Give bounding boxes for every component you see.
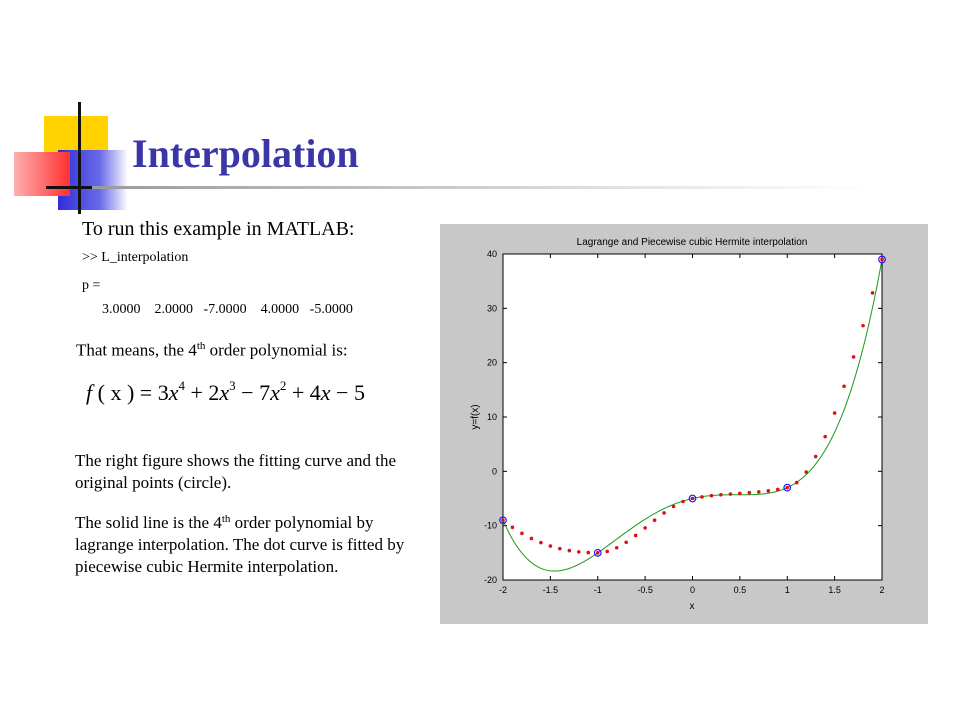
x-tick-label: 1 (784, 585, 790, 595)
hermite-dot (662, 511, 666, 515)
hermite-dot (785, 486, 789, 490)
decor-vertical-line (78, 102, 81, 214)
eq-x2: x (219, 380, 230, 405)
hermite-dot (549, 544, 553, 548)
hermite-dot (738, 492, 742, 496)
hermite-dot (530, 537, 534, 541)
matlab-command: >> L_interpolation (82, 250, 189, 265)
hermite-dot (871, 291, 875, 295)
eq-t3-exp: 2 (279, 378, 287, 393)
eq-op1: + (190, 380, 203, 405)
hermite-dot (558, 547, 562, 551)
eq-x1: x (168, 380, 179, 405)
eq-t4: 4 (309, 380, 321, 405)
eq-t1: 3 (157, 380, 169, 405)
hermite-dot (672, 505, 676, 509)
method-text-b: order polynomial by lagrange interpolation. The dot curve is fitted by piecewise cubic Hermite interpolation. (75, 513, 405, 576)
x-tick-label: 0.5 (733, 585, 747, 595)
hermite-dot (501, 518, 505, 522)
hermite-dot (653, 518, 657, 522)
y-tick-label: 40 (486, 249, 497, 259)
hermite-dot (880, 258, 884, 262)
hermite-dot (568, 549, 572, 553)
eq-f: f (86, 380, 93, 405)
x-axis-label: x (689, 601, 695, 612)
y-axis-label: y=f(x) (470, 404, 481, 430)
hermite-dot (719, 493, 723, 497)
hermite-dot (586, 551, 590, 555)
y-tick-label: 10 (486, 412, 497, 422)
title-underline (92, 186, 872, 189)
x-tick-label: -0.5 (637, 585, 653, 595)
p-label: p = (82, 278, 101, 293)
x-tick-label: -1 (593, 585, 602, 595)
hermite-dot (842, 384, 846, 388)
interpolation-chart (440, 224, 928, 624)
x-tick-label: -1.5 (542, 585, 559, 595)
plot-area (503, 254, 882, 580)
hermite-dot (804, 470, 808, 474)
eq-op2: − (241, 380, 254, 405)
chart-title: Lagrange and Piecewise cubic Hermite interpolation (576, 237, 808, 248)
method-text-sup: th (221, 513, 231, 525)
y-tick-label: 0 (491, 466, 497, 477)
hermite-dot (605, 550, 609, 554)
y-tick-label: -10 (483, 520, 497, 531)
hermite-dot (757, 490, 761, 494)
hermite-dot (767, 489, 771, 493)
y-tick-label: 30 (486, 303, 497, 314)
eq-t2-exp: 3 (229, 378, 236, 393)
eq-t2: 2 (208, 380, 220, 405)
hermite-dot (700, 495, 704, 499)
x-tick-label: 2 (879, 585, 885, 595)
eq-t5: 5 (353, 380, 365, 405)
polynomial-intro-sup: th (196, 340, 206, 352)
page-title: Interpolation (132, 131, 359, 176)
hermite-dot (861, 324, 865, 328)
polynomial-intro-text: That means, the 4 (76, 340, 197, 360)
polynomial-equation (86, 378, 365, 406)
eq-op3: + (291, 380, 305, 405)
hermite-dot (624, 540, 628, 544)
hermite-dot (643, 526, 647, 530)
interpolation-figure (440, 224, 928, 624)
x-tick-label: 1.5 (828, 585, 841, 595)
hermite-dot (776, 488, 780, 492)
hermite-dot (814, 455, 818, 459)
eq-x4: x (320, 380, 331, 405)
p-values: 3.0000 2.0000 -7.0000 4.0000 -5.0000 (102, 302, 353, 317)
hermite-dot (634, 534, 638, 538)
hermite-dot (691, 497, 695, 501)
hermite-dot (596, 551, 600, 555)
paragraph-method-description (75, 512, 415, 578)
hermite-dot (852, 355, 856, 359)
hermite-dot (795, 481, 799, 485)
hermite-dot (615, 546, 619, 550)
hermite-dot (511, 526, 515, 530)
eq-arg: ( x ) (97, 380, 135, 405)
polynomial-intro-suffix: order polynomial is: (205, 340, 348, 360)
hermite-dot (823, 435, 827, 439)
hermite-dot (520, 532, 524, 536)
eq-t1-exp: 4 (178, 378, 185, 393)
polynomial-intro (76, 340, 348, 361)
hermite-dot (539, 541, 543, 545)
hermite-dot (577, 550, 581, 554)
eq-x3: x (270, 380, 280, 405)
method-text-a: The solid line is the 4 (75, 513, 222, 532)
paragraph-figure-description: The right figure shows the fitting curve and the original points (circle). (75, 451, 397, 492)
x-tick-label: -2 (498, 585, 508, 595)
hermite-dot (748, 491, 752, 495)
intro-text: To run this example in MATLAB: (82, 218, 355, 240)
hermite-dot (710, 494, 714, 498)
eq-t3: 7 (259, 380, 271, 405)
eq-equals: = (139, 380, 153, 405)
hermite-dot (729, 492, 733, 496)
y-tick-label: -20 (483, 575, 497, 585)
y-tick-label: 20 (486, 357, 497, 368)
hermite-dot (681, 500, 685, 504)
hermite-dot (833, 411, 837, 415)
x-tick-label: 0 (689, 585, 696, 595)
decor-red-square (14, 152, 70, 196)
eq-op4: − (336, 380, 349, 405)
